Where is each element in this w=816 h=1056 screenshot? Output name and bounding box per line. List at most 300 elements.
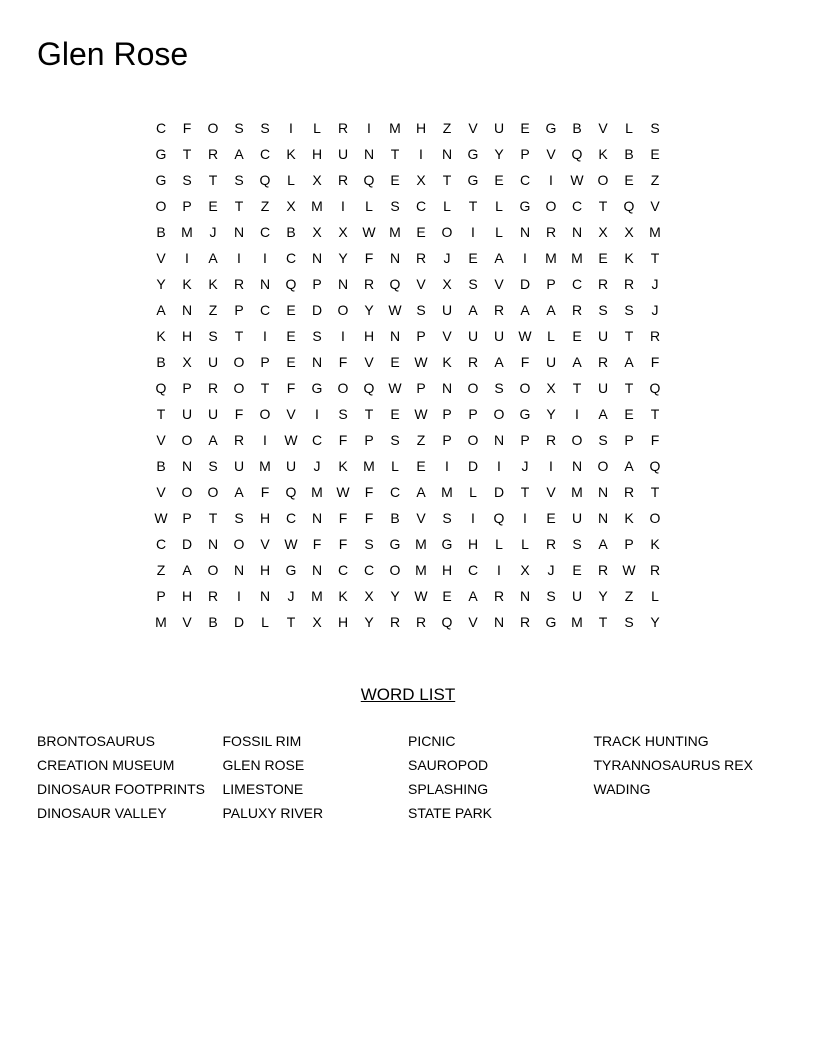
grid-letter: A [234, 484, 244, 500]
grid-letter: I [575, 406, 579, 422]
grid-letter: O [259, 406, 271, 422]
grid-letter: E [520, 120, 530, 136]
grid-letter: O [389, 562, 401, 578]
grid-letter: P [468, 406, 478, 422]
word-list-item: PALUXY RIVER [222, 805, 324, 821]
grid-letter: C [337, 562, 349, 578]
grid-letter: U [597, 380, 609, 396]
grid-letter: X [312, 614, 322, 630]
grid-letter: U [493, 328, 505, 344]
grid-letter: M [571, 250, 583, 266]
grid-letter: O [597, 172, 609, 188]
grid-letter: Y [364, 614, 374, 630]
grid-letter: C [285, 250, 297, 266]
grid-letter: R [337, 120, 349, 136]
grid-letter: V [468, 614, 478, 630]
grid-letter: Y [338, 250, 348, 266]
grid-letter: T [650, 484, 660, 500]
grid-letter: C [259, 224, 271, 240]
grid-letter: E [546, 510, 556, 526]
grid-letter: I [289, 120, 293, 136]
grid-letter: S [390, 198, 400, 214]
grid-letter: T [598, 614, 608, 630]
grid-letter: C [155, 120, 167, 136]
grid-letter: J [443, 250, 451, 266]
grid-letter: L [287, 172, 295, 188]
grid-letter: V [156, 432, 166, 448]
grid-letter: Q [363, 380, 375, 396]
grid-letter: P [312, 276, 322, 292]
grid-letter: I [341, 328, 345, 344]
grid-letter: I [185, 250, 189, 266]
grid-letter: N [389, 250, 401, 266]
grid-letter: M [311, 198, 323, 214]
grid-letter: Y [598, 588, 608, 604]
word-list-item: CREATION MUSEUM [37, 757, 175, 773]
grid-letter: C [389, 484, 401, 500]
grid-letter: U [597, 328, 609, 344]
grid-letter: I [315, 406, 319, 422]
grid-letter: T [520, 484, 530, 500]
grid-letter: L [495, 198, 503, 214]
grid-letter: F [338, 510, 348, 526]
grid-letter: P [520, 432, 530, 448]
grid-letter: M [363, 458, 375, 474]
grid-letter: A [208, 250, 218, 266]
grid-letter: V [156, 250, 166, 266]
grid-letter: S [468, 276, 478, 292]
grid-letter: U [571, 588, 583, 604]
grid-letter: M [389, 120, 401, 136]
grid-letter: T [182, 146, 192, 162]
grid-letter: P [416, 380, 426, 396]
grid-letter: N [181, 458, 193, 474]
grid-letter: P [624, 432, 634, 448]
grid-letter: W [570, 172, 584, 188]
grid-letter: Z [208, 302, 218, 318]
grid-letter: S [572, 536, 582, 552]
grid-letter: Q [571, 146, 583, 162]
grid-letter: O [181, 484, 193, 500]
grid-letter: L [443, 198, 451, 214]
grid-letter: A [598, 406, 608, 422]
grid-letter: Q [259, 172, 271, 188]
grid-letter: U [467, 328, 479, 344]
grid-letter: E [390, 172, 400, 188]
grid-letter: F [338, 432, 348, 448]
grid-letter: X [416, 172, 426, 188]
grid-letter: V [416, 276, 426, 292]
grid-letter: R [389, 614, 401, 630]
grid-letter: C [311, 432, 323, 448]
grid-letter: R [545, 224, 557, 240]
grid-letter: E [468, 250, 478, 266]
grid-letter: M [389, 224, 401, 240]
grid-letter: M [311, 484, 323, 500]
grid-letter: K [624, 250, 634, 266]
grid-letter: R [649, 328, 661, 344]
grid-letter: L [547, 328, 555, 344]
grid-letter: G [467, 172, 479, 188]
word-list-item: TYRANNOSAURUS REX [593, 757, 753, 773]
grid-letter: W [414, 406, 428, 422]
grid-letter: O [233, 380, 245, 396]
grid-letter: T [286, 614, 296, 630]
grid-letter: S [598, 432, 608, 448]
grid-letter: F [364, 250, 374, 266]
grid-letter: T [572, 380, 582, 396]
grid-letter: H [181, 588, 193, 604]
grid-letter: S [338, 406, 348, 422]
grid-letter: N [597, 484, 609, 500]
grid-letter: R [363, 276, 375, 292]
word-list-item: WADING [593, 781, 651, 797]
grid-letter: I [523, 510, 527, 526]
grid-letter: O [337, 380, 349, 396]
grid-letter: F [650, 354, 660, 370]
grid-letter: E [572, 562, 582, 578]
grid-letter: V [260, 536, 270, 552]
grid-letter: L [365, 198, 373, 214]
grid-letter: G [389, 536, 401, 552]
grid-letter: R [467, 354, 479, 370]
grid-letter: A [546, 302, 556, 318]
grid-letter: P [182, 510, 192, 526]
grid-letter: W [284, 432, 298, 448]
word-list-item: DINOSAUR VALLEY [37, 805, 167, 821]
grid-letter: A [468, 302, 478, 318]
word-list-item: PICNIC [408, 733, 456, 749]
grid-letter: T [234, 198, 244, 214]
grid-letter: N [519, 588, 531, 604]
grid-letter: T [650, 406, 660, 422]
grid-letter: F [650, 432, 660, 448]
grid-letter: W [414, 354, 428, 370]
grid-letter: P [442, 432, 452, 448]
grid-letter: A [416, 484, 426, 500]
grid-letter: R [233, 276, 245, 292]
grid-letter: R [415, 250, 427, 266]
word-list-item: DINOSAUR FOOTPRINTS [37, 781, 206, 797]
word-list-item: TRACK HUNTING [593, 733, 709, 749]
grid-letter: R [597, 276, 609, 292]
grid-letter: L [391, 458, 399, 474]
grid-letter: D [311, 302, 323, 318]
grid-letter: O [181, 432, 193, 448]
grid-letter: Q [363, 172, 375, 188]
grid-letter: N [441, 146, 453, 162]
grid-letter: F [338, 354, 348, 370]
word-list-item: GLEN ROSE [222, 757, 305, 773]
grid-letter: X [182, 354, 192, 370]
grid-letter: S [442, 510, 452, 526]
grid-letter: N [337, 276, 349, 292]
grid-letter: E [286, 302, 296, 318]
grid-letter: S [208, 328, 218, 344]
grid-letter: Q [623, 198, 635, 214]
grid-letter: U [181, 406, 193, 422]
grid-letter: C [259, 146, 271, 162]
grid-letter: W [414, 588, 428, 604]
grid-letter: R [207, 588, 219, 604]
grid-letter: Z [442, 120, 452, 136]
grid-letter: O [493, 406, 505, 422]
grid-letter: X [312, 224, 322, 240]
grid-letter: Q [649, 380, 661, 396]
grid-letter: E [598, 250, 608, 266]
grid-letter: T [234, 328, 244, 344]
grid-letter: C [571, 198, 583, 214]
grid-letter: Y [546, 406, 556, 422]
grid-letter: R [415, 614, 427, 630]
grid-letter: B [572, 120, 582, 136]
grid-letter: R [519, 614, 531, 630]
grid-letter: O [207, 120, 219, 136]
grid-letter: L [651, 588, 659, 604]
grid-letter: N [207, 536, 219, 552]
grid-letter: A [520, 302, 530, 318]
grid-letter: D [519, 276, 531, 292]
grid-letter: R [597, 354, 609, 370]
grid-letter: D [467, 458, 479, 474]
grid-letter: K [598, 146, 608, 162]
grid-letter: N [259, 276, 271, 292]
grid-letter: K [338, 458, 348, 474]
grid-letter: A [494, 354, 504, 370]
grid-letter: J [313, 458, 321, 474]
grid-letter: R [493, 302, 505, 318]
grid-letter: U [233, 458, 245, 474]
grid-letter: T [650, 250, 660, 266]
grid-letter: D [181, 536, 193, 552]
grid-letter: W [388, 302, 402, 318]
grid-letter: O [207, 562, 219, 578]
grid-letter: A [208, 432, 218, 448]
grid-letter: V [598, 120, 608, 136]
grid-letter: V [416, 510, 426, 526]
grid-letter: R [623, 276, 635, 292]
grid-letter: N [259, 588, 271, 604]
grid-letter: S [650, 120, 660, 136]
grid-letter: G [155, 146, 167, 162]
word-list-item: BRONTOSAURUS [37, 733, 155, 749]
grid-letter: E [624, 172, 634, 188]
grid-letter: R [207, 146, 219, 162]
grid-letter: R [545, 536, 557, 552]
grid-letter: Z [416, 432, 426, 448]
grid-letter: M [571, 614, 583, 630]
grid-letter: U [571, 510, 583, 526]
grid-letter: R [649, 562, 661, 578]
grid-letter: B [286, 224, 296, 240]
grid-letter: F [338, 536, 348, 552]
grid-letter: H [259, 562, 271, 578]
grid-letter: M [545, 250, 557, 266]
grid-letter: A [624, 354, 634, 370]
grid-letter: R [493, 588, 505, 604]
grid-letter: T [208, 510, 218, 526]
grid-letter: P [260, 354, 270, 370]
grid-letter: C [363, 562, 375, 578]
grid-letter: S [598, 302, 608, 318]
grid-letter: V [546, 146, 556, 162]
grid-letter: V [494, 276, 504, 292]
grid-letter: I [497, 562, 501, 578]
word-list-item: FOSSIL RIM [222, 733, 302, 749]
grid-letter: K [286, 146, 296, 162]
grid-letter: Q [441, 614, 453, 630]
grid-letter: S [260, 120, 270, 136]
grid-letter: U [545, 354, 557, 370]
grid-letter: T [208, 172, 218, 188]
grid-letter: U [337, 146, 349, 162]
grid-letter: N [493, 432, 505, 448]
grid-letter: L [521, 536, 529, 552]
grid-letter: O [467, 380, 479, 396]
grid-letter: S [312, 328, 322, 344]
grid-letter: H [415, 120, 427, 136]
grid-letter: Q [285, 276, 297, 292]
grid-letter: I [471, 510, 475, 526]
grid-letter: F [520, 354, 530, 370]
grid-letter: J [521, 458, 529, 474]
grid-letter: F [364, 510, 374, 526]
grid-letter: O [155, 198, 167, 214]
grid-letter: Z [260, 198, 270, 214]
grid-letter: I [367, 120, 371, 136]
grid-letter: D [493, 484, 505, 500]
grid-letter: G [155, 172, 167, 188]
grid-letter: E [650, 146, 660, 162]
grid-letter: L [469, 484, 477, 500]
grid-letter: W [388, 380, 402, 396]
grid-letter: B [156, 224, 166, 240]
grid-letter: S [494, 380, 504, 396]
grid-letter: T [598, 198, 608, 214]
grid-letter: H [337, 614, 349, 630]
grid-letter: G [545, 614, 557, 630]
grid-letter: U [285, 458, 297, 474]
grid-letter: O [233, 354, 245, 370]
grid-letter: X [442, 276, 452, 292]
grid-letter: V [156, 484, 166, 500]
grid-letter: E [494, 172, 504, 188]
grid-letter: P [442, 406, 452, 422]
grid-letter: Z [650, 172, 660, 188]
grid-letter: X [546, 380, 556, 396]
grid-letter: O [597, 458, 609, 474]
grid-letter: K [182, 276, 192, 292]
grid-letter: X [286, 198, 296, 214]
grid-letter: H [181, 328, 193, 344]
grid-letter: P [182, 198, 192, 214]
grid-letter: O [207, 484, 219, 500]
grid-letter: I [263, 432, 267, 448]
grid-letter: M [311, 588, 323, 604]
grid-letter: N [571, 224, 583, 240]
grid-letter: C [259, 302, 271, 318]
grid-letter: S [624, 614, 634, 630]
grid-letter: G [545, 120, 557, 136]
grid-letter: O [519, 380, 531, 396]
grid-letter: E [416, 458, 426, 474]
grid-letter: X [598, 224, 608, 240]
grid-letter: J [651, 276, 659, 292]
grid-letter: M [415, 536, 427, 552]
grid-letter: O [441, 224, 453, 240]
grid-letter: E [390, 406, 400, 422]
grid-letter: S [208, 458, 218, 474]
grid-letter: E [572, 328, 582, 344]
grid-letter: A [572, 354, 582, 370]
grid-letter: F [364, 484, 374, 500]
grid-letter: Y [156, 276, 166, 292]
grid-letter: M [571, 484, 583, 500]
grid-letter: X [364, 588, 374, 604]
grid-letter: P [520, 146, 530, 162]
grid-letter: G [441, 536, 453, 552]
grid-letter: C [571, 276, 583, 292]
grid-letter: L [625, 120, 633, 136]
grid-letter: U [493, 120, 505, 136]
grid-letter: H [311, 146, 323, 162]
grid-letter: M [181, 224, 193, 240]
grid-letter: I [497, 458, 501, 474]
grid-letter: T [468, 198, 478, 214]
grid-letter: S [234, 510, 244, 526]
grid-letter: P [182, 380, 192, 396]
grid-letter: B [624, 146, 634, 162]
grid-letter: J [209, 224, 217, 240]
grid-letter: Q [493, 510, 505, 526]
grid-letter: C [467, 562, 479, 578]
grid-letter: T [260, 380, 270, 396]
grid-letter: S [546, 588, 556, 604]
grid-letter: S [234, 120, 244, 136]
grid-letter: J [651, 302, 659, 318]
grid-letter: H [467, 536, 479, 552]
grid-letter: M [441, 484, 453, 500]
grid-letter: B [156, 458, 166, 474]
grid-letter: R [233, 432, 245, 448]
grid-letter: C [285, 510, 297, 526]
grid-letter: N [233, 562, 245, 578]
grid-letter: F [234, 406, 244, 422]
grid-letter: N [311, 250, 323, 266]
grid-letter: E [624, 406, 634, 422]
grid-letter: M [259, 458, 271, 474]
grid-letter: E [286, 328, 296, 344]
grid-letter: Y [390, 588, 400, 604]
grid-letter: S [416, 302, 426, 318]
grid-letter: W [622, 562, 636, 578]
grid-letter: R [207, 380, 219, 396]
grid-letter: O [467, 432, 479, 448]
grid-letter: P [234, 302, 244, 318]
grid-letter: K [442, 354, 452, 370]
grid-letter: N [597, 510, 609, 526]
grid-letter: W [518, 328, 532, 344]
grid-letter: X [624, 224, 634, 240]
grid-letter: Q [155, 380, 167, 396]
grid-letter: N [519, 224, 531, 240]
grid-letter: X [312, 172, 322, 188]
grid-letter: K [208, 276, 218, 292]
grid-letter: X [338, 224, 348, 240]
grid-letter: X [520, 562, 530, 578]
grid-letter: N [363, 146, 375, 162]
grid-letter: T [624, 380, 634, 396]
